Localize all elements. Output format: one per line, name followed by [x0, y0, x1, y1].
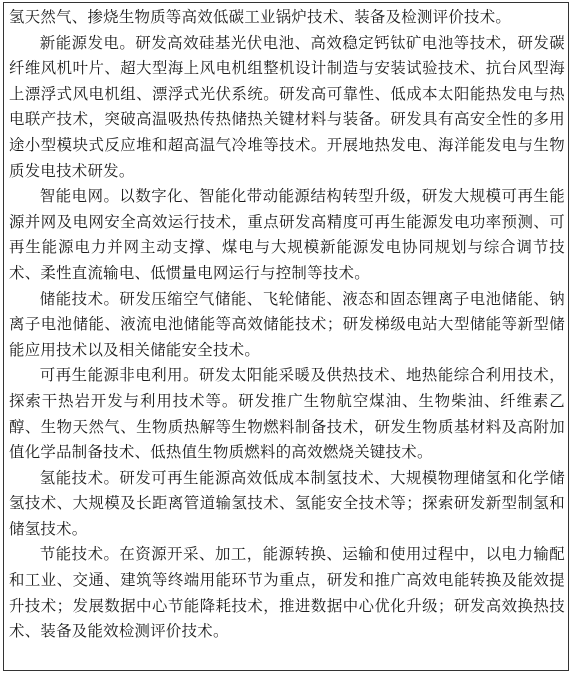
paragraph-boiler-tech: 氢天然气、掺烧生物质等高效低碳工业锅炉技术、装备及检测评价技术。: [9, 8, 512, 26]
paragraph-smart-grid: 智能电网。以数字化、智能化带动能源结构转型升级，研发大规模可再生能源并网及电网安全高效运行技术，重点研发高精度可再生能源发电功率预测、可再生能源电力并网主动支撑、煤电与大规模新能源发电协同规划与综合调节技术、柔性直流输电、低惯量电网运行与控制等技术。: [9, 187, 565, 282]
paragraph-hydrogen: 氢能技术。研发可再生能源高效低成本制氢技术、大规模物理储氢和化学储氢技术、大规模及长距离管道输氢技术、氢能安全技术等；探索研发新型制氢和储氢技术。: [9, 468, 565, 538]
paragraph-energy-storage: 储能技术。研发压缩空气储能、飞轮储能、液态和固态锂离子电池储能、钠离子电池储能、液流电池储能等高效储能技术；研发梯级电站大型储能等新型储能应用技术以及相关储能安全技术。: [9, 289, 565, 359]
paragraph-renewable-non-electric: 可再生能源非电利用。研发太阳能采暖及供热技术、地热能综合利用技术，探索干热岩开发与利用技术等。研发推广生物航空煤油、生物柴油、纤维素乙醇、生物天然气、生物质热解等生物燃料制备技术，研发生物质基材料及高附加值化学品制备技术、低热值生物质燃料的高效燃烧关键技术。: [9, 366, 565, 462]
paragraph-new-energy-power: 新能源发电。研发高效硅基光伏电池、高效稳定钙钛矿电池等技术，研发碳纤维风机叶片、超大型海上风电机组整机设计制造与安装试验技术、抗台风型海上漂浮式风电机组、漂浮式光伏系统。研发高可靠性、低成本太阳能热发电与热电联产技术，突破高温吸热传热储热关键材料与装备。研发具有高安全性的多用途小型模块式反应堆和超高温气冷堆等技术。开展地热发电、海洋能发电与生物质发电技术研发。: [9, 33, 565, 180]
paragraph-energy-saving: 节能技术。在资源开采、加工，能源转换、运输和使用过程中，以电力输配和工业、交通、建筑等终端用能环节为重点，研发和推广高效电能转换及能效提升技术；发展数据中心节能降耗技术，推进数据中心优化升级；研发高效换热技术、装备及能效检测评价技术。: [9, 545, 565, 641]
document-page: [3, 2, 569, 671]
